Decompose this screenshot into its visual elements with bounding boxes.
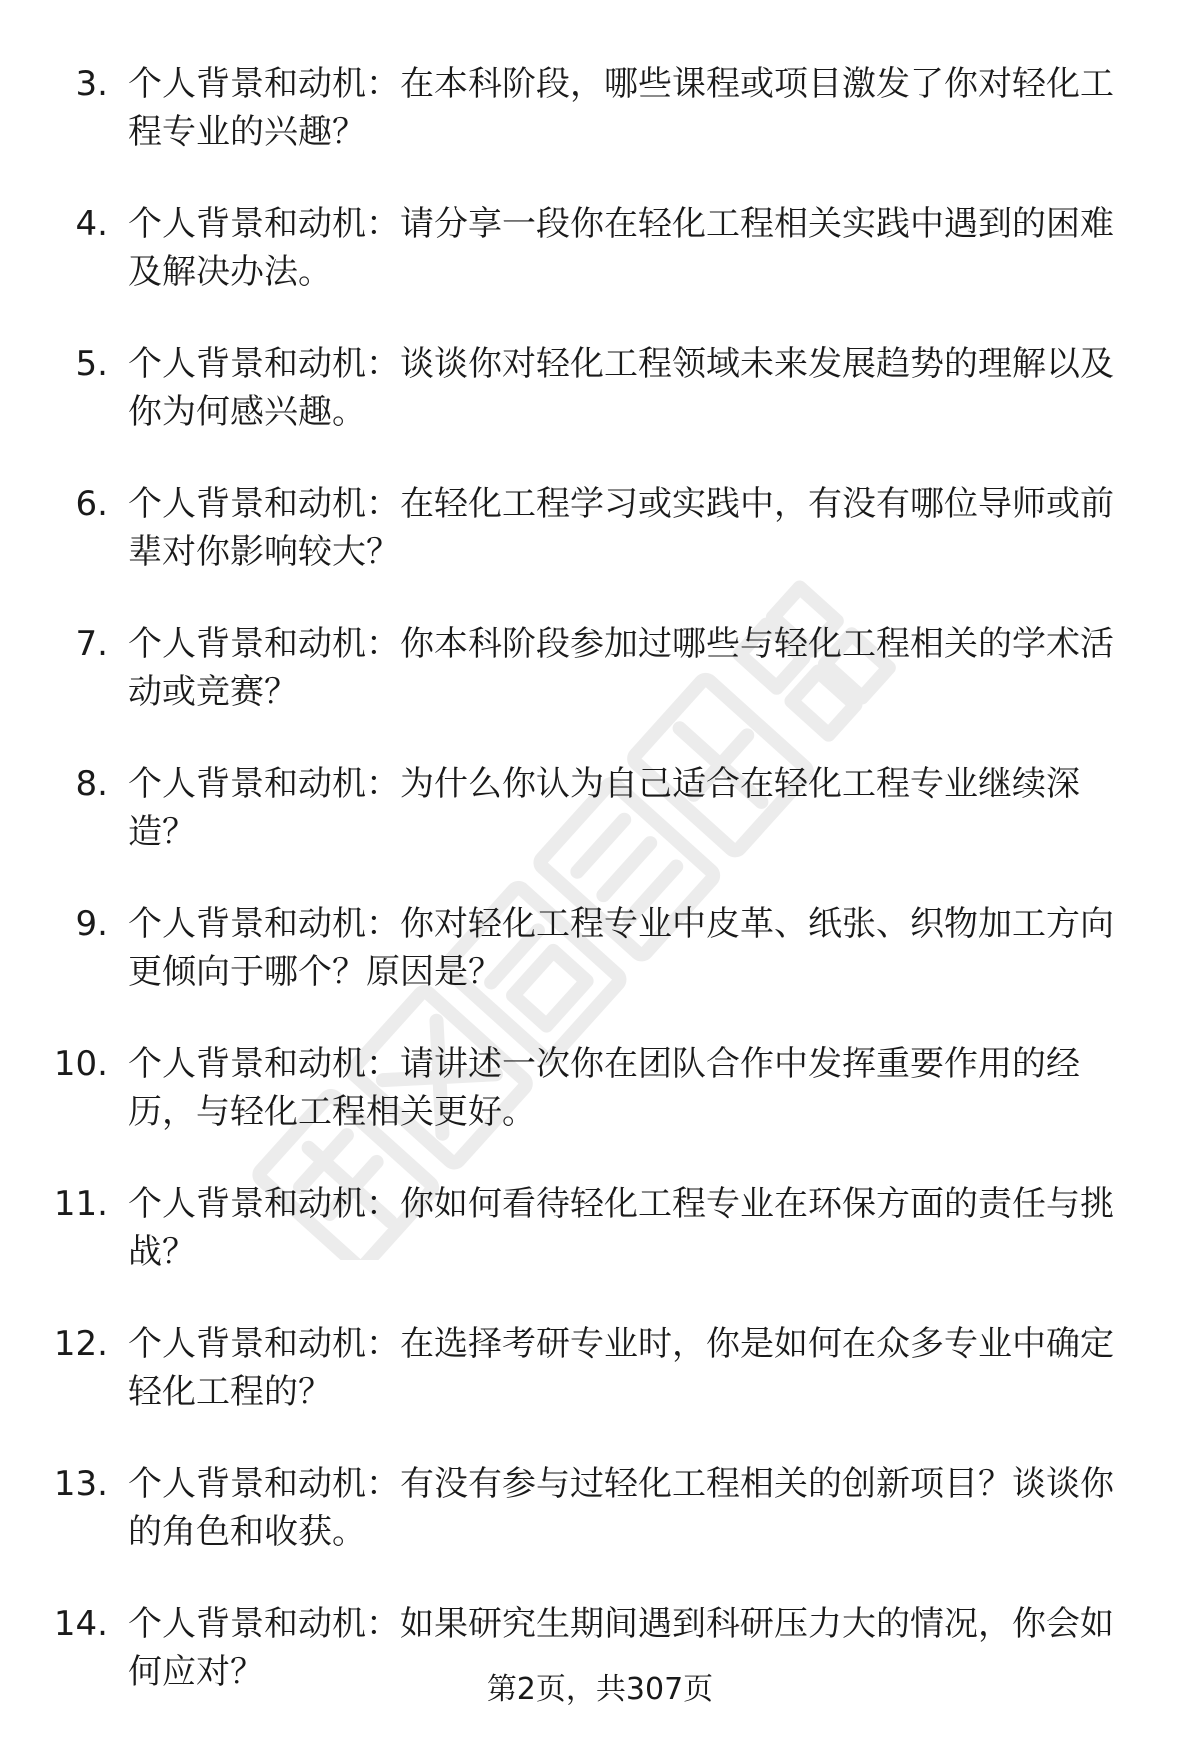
question-text: 个人背景和动机：有没有参与过轻化工程相关的创新项目？谈谈你的角色和收获。 (128, 1464, 1114, 1552)
page-number-label: 第2页，共307页 (486, 1672, 714, 1707)
question-text: 个人背景和动机：你如何看待轻化工程专业在环保方面的责任与挑战？ (128, 1184, 1114, 1272)
question-number: 8. (75, 764, 108, 804)
question-item (0, 620, 1200, 760)
page-footer (0, 1670, 1200, 1710)
question-number: 9. (75, 904, 108, 944)
question-number: 10. (53, 1044, 108, 1084)
question-item (0, 200, 1200, 340)
question-item (0, 480, 1200, 620)
question-text: 个人背景和动机：如果研究生期间遇到科研压力大的情况，你会如何应对？ (128, 1604, 1114, 1692)
question-number: 3. (75, 64, 108, 104)
question-text: 个人背景和动机：请讲述一次你在团队合作中发挥重要作用的经历，与轻化工程相关更好。 (128, 1044, 1080, 1132)
question-list (0, 60, 1200, 1740)
question-number: 5. (75, 344, 108, 384)
question-text: 个人背景和动机：在选择考研专业时，你是如何在众多专业中确定轻化工程的？ (128, 1324, 1114, 1412)
question-item (0, 1320, 1200, 1460)
question-text: 个人背景和动机：谈谈你对轻化工程领域未来发展趋势的理解以及你为何感兴趣。 (128, 344, 1114, 432)
question-item (0, 1040, 1200, 1180)
question-item (0, 760, 1200, 900)
question-number: 6. (75, 484, 108, 524)
question-item (0, 1460, 1200, 1600)
question-number: 11. (53, 1184, 108, 1224)
question-text: 个人背景和动机：你本科阶段参加过哪些与轻化工程相关的学术活动或竞赛？ (128, 624, 1114, 712)
question-number: 7. (75, 624, 108, 664)
question-text: 个人背景和动机：为什么你认为自己适合在轻化工程专业继续深造？ (128, 764, 1080, 852)
question-item (0, 1180, 1200, 1320)
question-number: 13. (53, 1464, 108, 1504)
question-number: 4. (75, 204, 108, 244)
question-text: 个人背景和动机：请分享一段你在轻化工程相关实践中遇到的困难及解决办法。 (128, 204, 1114, 292)
question-number: 14. (53, 1604, 108, 1644)
question-number: 12. (53, 1324, 108, 1364)
question-text: 个人背景和动机：你对轻化工程专业中皮革、纸张、织物加工方向更倾向于哪个？原因是？ (128, 904, 1114, 992)
question-item (0, 60, 1200, 200)
question-text: 个人背景和动机：在本科阶段，哪些课程或项目激发了你对轻化工程专业的兴趣？ (128, 64, 1114, 152)
question-item (0, 340, 1200, 480)
question-text: 个人背景和动机：在轻化工程学习或实践中，有没有哪位导师或前辈对你影响较大？ (128, 484, 1114, 572)
question-item (0, 900, 1200, 1040)
